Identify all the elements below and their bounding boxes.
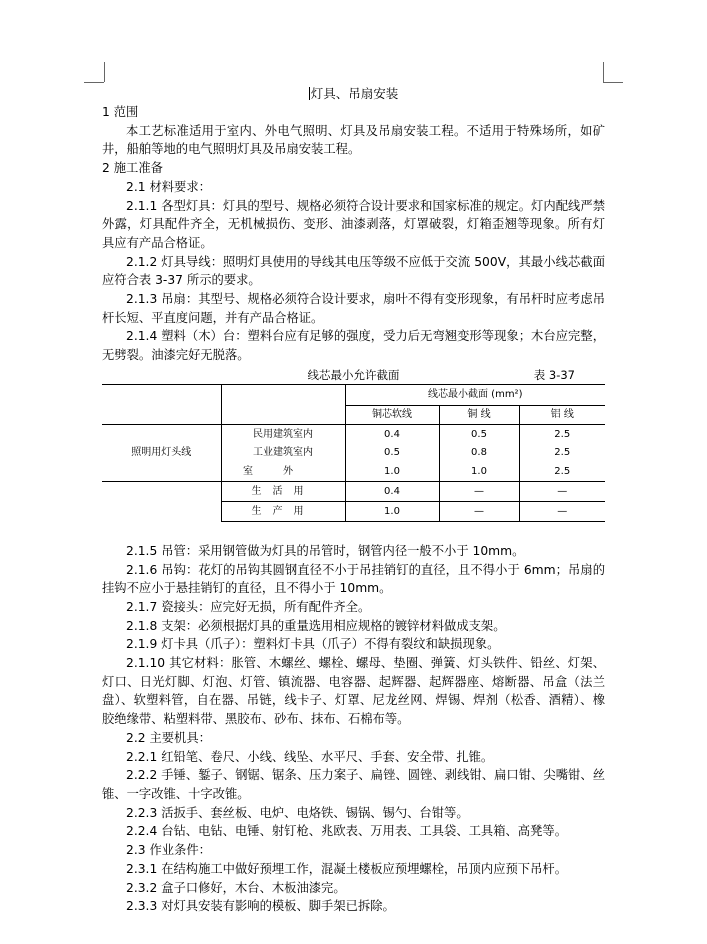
paragraph: 1 范围: [102, 105, 139, 119]
paragraph: 2.2.1 红铅笔、卷尺、小线、线坠、水平尺、手套、安全带、扎锥。: [126, 749, 494, 764]
wire-section-table: [102, 384, 605, 522]
paragraph: 2.3 作业条件：: [126, 843, 211, 858]
table-cell: 0.8: [439, 443, 519, 462]
table-cell: 1.0: [345, 501, 439, 521]
paragraph: 2.1 材料要求：: [126, 179, 211, 194]
table-cell: 2.5: [554, 428, 571, 440]
table-row-group-empty: [102, 481, 221, 521]
table-col-header: 铝 线: [519, 405, 605, 424]
table-col-header: 铜 线: [439, 405, 519, 424]
table-cell: —: [439, 481, 519, 501]
page-title: [0, 84, 707, 102]
table-corner-cell: [102, 384, 221, 405]
crop-mark-top-left-v: [104, 62, 105, 82]
paragraphs-after-table: [102, 542, 605, 916]
crop-mark-top-right-h: [603, 82, 623, 83]
table-corner-cell: [221, 405, 345, 424]
table-cell: 1.0: [345, 462, 439, 481]
table-cell: 2.5: [554, 447, 571, 459]
crop-mark-top-left-h: [84, 82, 104, 83]
table-cell: —: [439, 501, 519, 521]
paragraph: 2.2.4 台钻、电钻、电锤、射钉枪、兆欧表、万用表、工具袋、工具箱、高凳等。: [126, 824, 567, 839]
paragraph: 2.1.5 吊管：采用钢管做为灯具的吊管时，钢管内径一般不小于 10mm。: [126, 543, 525, 558]
table-cell: 0.5: [439, 424, 519, 443]
paragraph: 2.2.2 手锤、錾子、钢锯、锯条、压力案子、扁锉、圆锉、剥线钳、扁口钳、尖嘴钳、丝锥、一字改锥、十字改锥。: [102, 768, 605, 801]
table-group-header: 线芯最小截面 (mm²): [345, 384, 605, 405]
text-cursor: [309, 87, 310, 100]
paragraph: 2.1.10 其它材料：胀管、木螺丝、螺栓、螺母、垫圈、弹簧、灯头铁件、铅丝、灯架、灯口、日光灯脚、灯泡、灯管、镇流器、电容器、起辉器、起辉器座、熔断器、吊盒（法兰盘）、软塑料管，自在器、吊链，线卡子、灯罩、尼龙丝网、焊锡、焊剂（松香、酒精）、橡胶绝缘带、粘塑料带、黑胶布、砂布、抹布、石棉布等。: [102, 656, 605, 727]
page-title-text: 灯具、吊扇安装: [310, 86, 399, 101]
paragraph: 2.3.1 在结构施工中做好预埋工作，混凝土楼板应预埋螺栓，吊顶内应预下吊杆。: [126, 861, 567, 876]
paragraph: 2.1.4 塑料（木）台：塑料台应有足够的强度，受力后无弯翘变形等现象；木台应完整，无劈裂。油漆完好无脱落。: [102, 329, 605, 363]
paragraph: 2.1.3 吊扇：其型号、规格必须符合设计要求，扇叶不得有变形现象，有吊杆时应考虑吊杆长短、平直度问题，并有产品合格证。: [102, 292, 605, 325]
table-cell: 0.4: [345, 424, 439, 443]
paragraph: 2.1.2 灯具导线：照明灯具使用的导线其电压等级不应低于交流 500V，其最小线芯截面应符合表 3-37 所示的要求。: [102, 254, 605, 288]
document-body: [102, 103, 605, 916]
paragraph: 本工艺标准适用于室内、外电气照明、灯具及吊扇安装工程。不适用于特殊场所，如矿井，船舶等地的电气照明灯具及吊扇安装工程。: [102, 123, 605, 157]
paragraph: 2.3.2 盒子口修好，木台、木板油漆完。: [126, 880, 346, 895]
table-row-label: 生活用: [221, 481, 345, 501]
table-row-label: 室外: [221, 462, 345, 481]
table-number: 表 3-37: [533, 367, 575, 382]
paragraph: 2.2 主要机具：: [126, 730, 211, 745]
paragraph: 2.1.8 支架：必须根据灯具的重量选用相应规格的镀锌材料做成支架。: [126, 618, 506, 633]
paragraph: 2.1.1 各型灯具：灯具的型号、规格必须符合设计要求和国家标准的规定。灯内配线严禁外露，灯具配件齐全，无机械损伤、变形、油漆剥落，灯罩破裂，灯箱歪翘等现象。所有灯具应有产品合格证。: [102, 198, 605, 250]
table-cell: 1.0: [439, 462, 519, 481]
paragraph: 2.3.3 对灯具安装有影响的模板、脚手架已拆除。: [126, 899, 395, 914]
table-caption: [102, 366, 605, 384]
paragraph: 2.1.7 瓷接头：应完好无损，所有配件齐全。: [126, 599, 371, 614]
table-cell: —: [519, 501, 605, 521]
paragraph: 2.2.3 活扳手、套丝板、电炉、电烙铁、锡锅、锡勺、台钳等。: [126, 805, 469, 820]
table-cell: 2.5: [519, 462, 605, 481]
paragraph: 2.1.9 灯卡具（爪子）：塑料灯卡具（爪子）不得有裂纹和缺损现象。: [126, 637, 500, 652]
table-col-header: 铜芯软线: [345, 405, 439, 424]
paragraphs-before-table: [102, 103, 605, 365]
table-corner-cell: [102, 405, 221, 424]
table-cell: —: [519, 481, 605, 501]
table-row-label: 生产用: [221, 501, 345, 521]
table-row-group: 照明用灯头线: [102, 424, 221, 481]
crop-mark-top-right-v: [603, 62, 604, 82]
table-caption-title: 线芯最小允许截面: [307, 367, 400, 382]
table-row-label: 工业建筑室内: [221, 443, 345, 462]
paragraph: 2 施工准备: [102, 161, 163, 176]
paragraph: 2.1.6 吊钩：花灯的吊钩其圆钢直径不小于吊挂销钉的直径，且不得小于 6mm；吊扇的挂钩不应小于悬挂销钉的直径，且不得小于 10mm。: [102, 562, 605, 596]
table-row-label: 民用建筑室内: [221, 424, 345, 443]
table-cell: 0.4: [345, 481, 439, 501]
table-corner-cell: [221, 384, 345, 405]
table-cell: 0.5: [345, 443, 439, 462]
